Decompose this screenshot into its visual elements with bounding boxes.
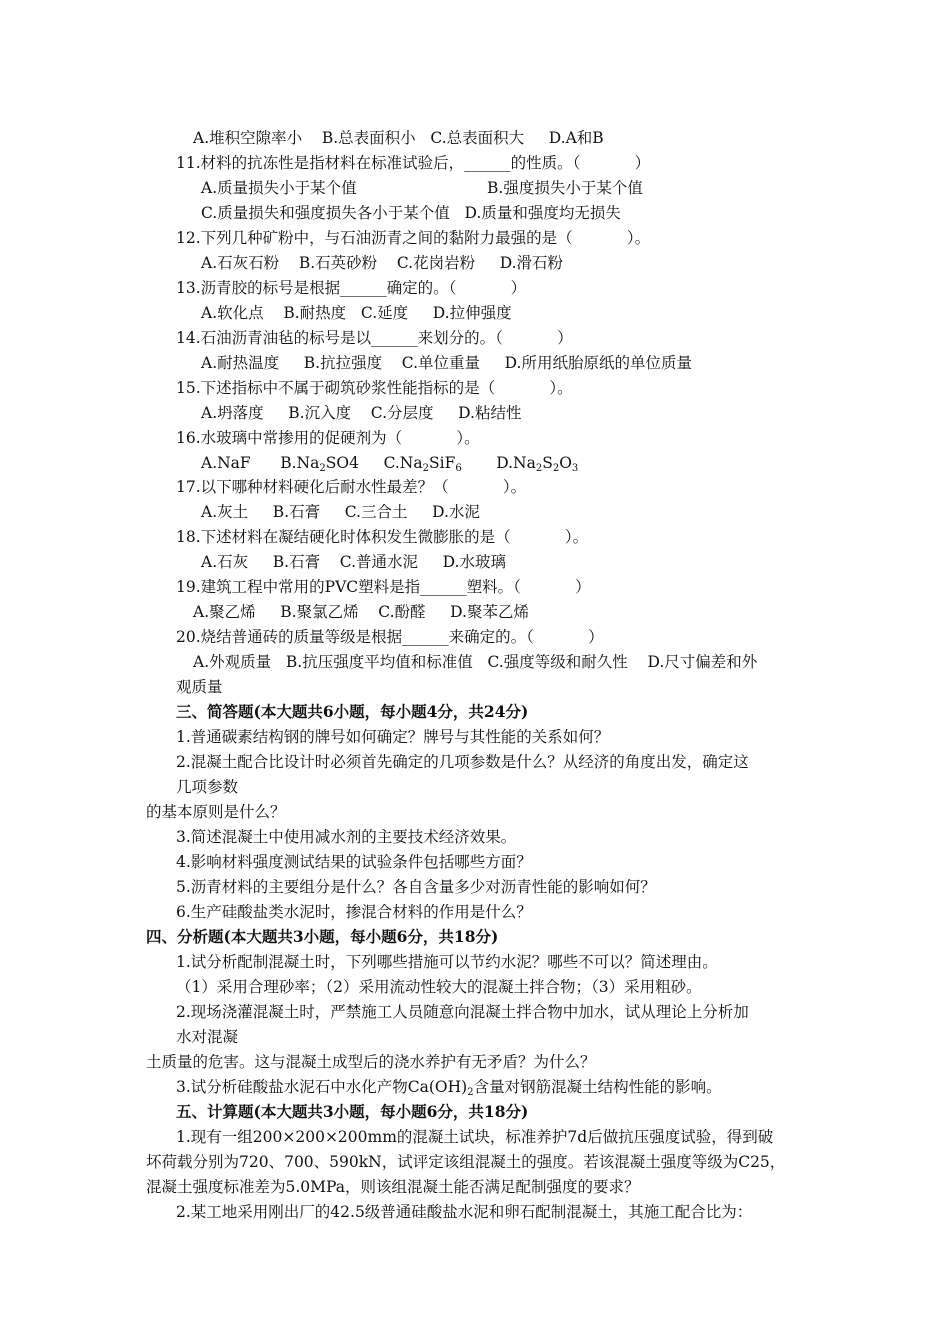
q12-stem: 12.下列几种矿粉中，与石油沥青之间的黏附力最强的是（ ）。 (176, 229, 651, 247)
q15-options: A.坍落度 B.沉入度 C.分层度 D.粘结性 (201, 404, 522, 422)
q11-option-a: A.质量损失小于某个值 (201, 179, 357, 197)
q15-stem: 15.下述指标中不属于砌筑砂浆性能指标的是（ ）。 (176, 379, 573, 397)
q20-stem: 20.烧结普通砖的质量等级是根据______来确定的。（ ） (176, 628, 604, 646)
s3-q2-cont2: 的基本原则是什么？ (146, 803, 286, 821)
s3-q2: 2.混凝土配合比设计时必须首先确定的几项参数是什么？从经济的角度出发，确定这 (176, 753, 749, 771)
s5-q1-cont2: 混凝土强度标准差为5.0MPa，则该组混凝土能否满足配制强度的要求？ (146, 1178, 640, 1196)
q14-options: A.耐热温度 B.抗拉强度 C.单位重量 D.所用纸胎原纸的单位质量 (201, 354, 692, 372)
s4-q2-cont: 水对混凝 (176, 1028, 239, 1046)
s4-q2-cont2: 土质量的危害。这与混凝土成型后的浇水养护有无矛盾？为什么？ (146, 1053, 596, 1071)
q14-stem: 14.石油沥青油毡的标号是以______来划分的。（ ） (176, 329, 573, 347)
s4-q1: 1.试分析配制混凝土时，下列哪些措施可以节约水泥？哪些不可以？简述理由。 (176, 953, 718, 971)
s4-q1-options: （1）采用合理砂率；（2）采用流动性较大的混凝土拌合物；（3）采用粗砂。 (176, 978, 702, 996)
q11-option-b: B.强度损失小于某个值 (487, 179, 643, 197)
section-5-heading: 五、计算题(本大题共3小题，每小题6分，共18分) (176, 1102, 529, 1121)
s3-q4: 4.影响材料强度测试结果的试验条件包括哪些方面？ (176, 853, 532, 871)
s3-q5: 5.沥青材料的主要组分是什么？各自含量多少对沥青性能的影响如何？ (176, 878, 656, 896)
q16-stem: 16.水玻璃中常掺用的促硬剂为（ ）。 (176, 429, 480, 447)
s5-q1-cont: 坏荷载分别为720、700、590kN，试评定该组混凝土的强度。若该混凝土强度等级为C25， (146, 1153, 786, 1171)
s4-q2: 2.现场浇灌混凝土时，严禁施工人员随意向混凝土拌合物中加水，试从理论上分析加 (176, 1003, 749, 1021)
q19-options: A.聚乙烯 B.聚氯乙烯 C.酚醛 D.聚苯乙烯 (193, 603, 529, 621)
q17-options: A.灰土 B.石膏 C.三合土 D.水泥 (201, 503, 480, 521)
section-4-heading: 四、分析题(本大题共3小题，每小题6分，共18分) (146, 927, 499, 946)
q10-options: A.堆积空隙率小 B.总表面积小 C.总表面积大 D.A和B (193, 129, 604, 147)
s3-q6: 6.生产硅酸盐类水泥时，掺混合材料的作用是什么？ (176, 903, 532, 921)
q13-options: A.软化点 B.耐热度 C.延度 D.拉伸强度 (201, 304, 512, 322)
q12-options: A.石灰石粉 B.石英砂粉 C.花岗岩粉 D.滑石粉 (201, 254, 564, 272)
q19-stem: 19.建筑工程中常用的PVC塑料是指______塑料。（ ） (176, 578, 591, 596)
q18-stem: 18.下述材料在凝结硬化时体积发生微膨胀的是（ ）。 (176, 528, 589, 546)
q17-stem: 17.以下哪种材料硬化后耐水性最差？（ ）。 (176, 478, 527, 496)
q20-options-cont: 观质量 (176, 678, 223, 696)
q11-stem: 11.材料的抗冻性是指材料在标准试验后，______的性质。（ ） (176, 154, 651, 172)
q20-options: A.外观质量 B.抗压强度平均值和标准值 C.强度等级和耐久性 D.尺寸偏差和外 (193, 653, 758, 671)
q11-options-cd: C.质量损失和强度损失各小于某个值 D.质量和强度均无损失 (201, 204, 621, 222)
q13-stem: 13.沥青胶的标号是根据______确定的。（ ） (176, 279, 527, 297)
s3-q3: 3.简述混凝土中使用减水剂的主要技术经济效果。 (176, 828, 517, 846)
s4-q3: 3.试分析硅酸盐水泥石中水化产物$Ca(OH)_2$含量对钢筋混凝土结构性能的影响。 (176, 1078, 722, 1098)
section-3-heading: 三、简答题(本大题共6小题，每小题4分，共24分) (176, 702, 529, 721)
s3-q1: 1.普通碳素结构钢的牌号如何确定？牌号与其性能的关系如何？ (176, 728, 610, 746)
s3-q2-cont: 几项参数 (176, 778, 239, 796)
q18-options: A.石灰 B.石膏 C.普通水泥 D.水玻璃 (201, 553, 506, 571)
s5-q1: 1.现有一组200×200×200mm的混凝土试块，标准养护7d后做抗压强度试验，得到破 (176, 1128, 774, 1146)
s5-q2: 2.某工地采用刚出厂的42.5级普通硅酸盐水泥和卵石配制混凝土，其施工配合比为： (176, 1203, 753, 1221)
q16-options: A.NaF $B.Na_2SO4$ $C.Na_2SiF_6$ $D.Na_2S_2O_3$ (201, 454, 579, 474)
